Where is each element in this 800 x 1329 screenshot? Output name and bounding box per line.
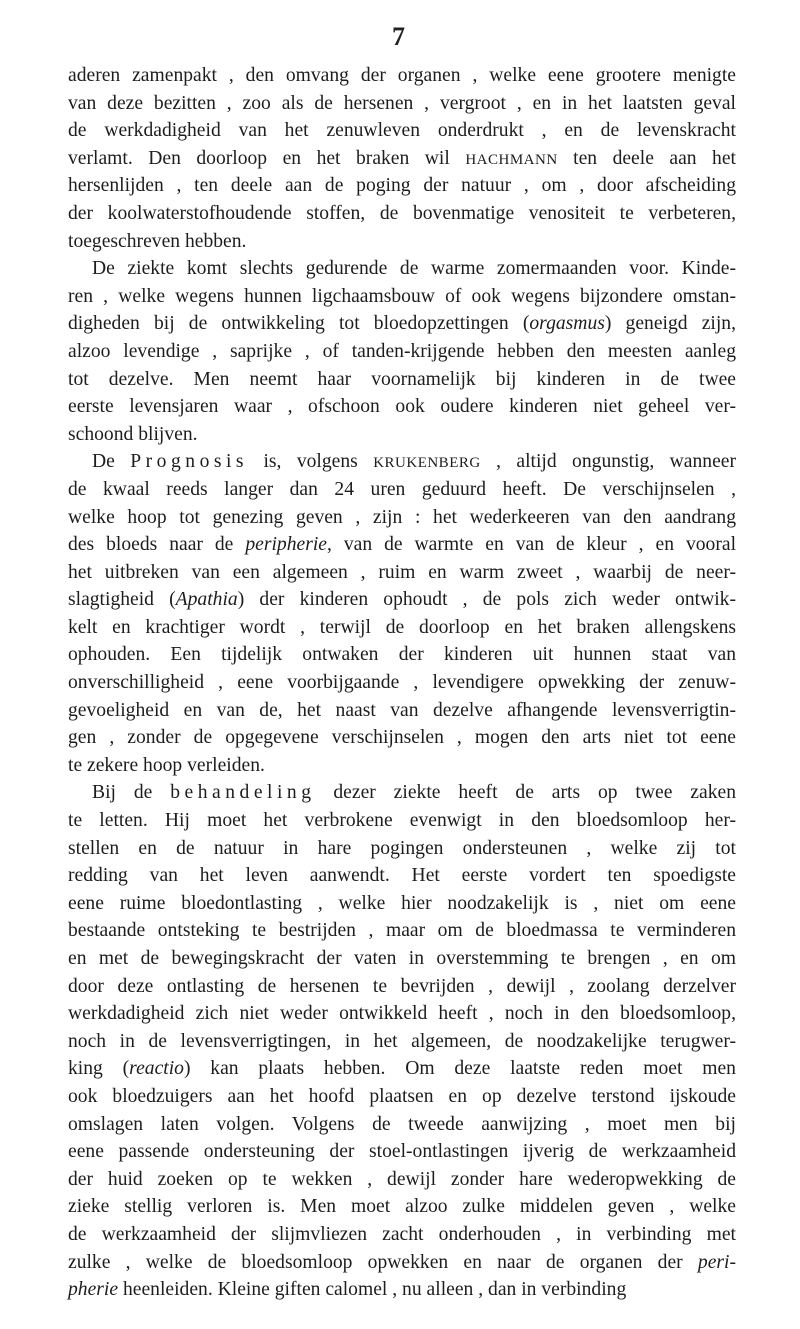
text-line bbox=[68, 1028, 736, 1056]
text-line bbox=[68, 586, 736, 614]
text-run: schoond blijven. bbox=[68, 423, 198, 445]
text-run: alzoo levendige , saprijke , of tanden-krijgende hebben den meesten aanleg bbox=[68, 340, 736, 362]
text-run: zieke stellig verloren is. Men moet alzoo zulke middelen geven , welke bbox=[68, 1196, 736, 1218]
text-run: toegeschreven hebben. bbox=[68, 230, 247, 252]
text-line bbox=[68, 779, 736, 807]
text-line bbox=[68, 669, 736, 697]
text-run: ook bloedzuigers aan het hoofd plaatsen en op dezelve terstond ijskoude bbox=[68, 1085, 736, 1107]
text-line bbox=[68, 1138, 736, 1166]
text-line bbox=[68, 862, 736, 890]
text-run: king ( bbox=[68, 1058, 130, 1080]
text-line bbox=[68, 697, 736, 725]
text-run: omslagen laten volgen. Volgens de tweede aanwijzing , moet men bij bbox=[68, 1113, 736, 1135]
text-line bbox=[68, 531, 736, 559]
text-line bbox=[68, 1193, 736, 1221]
text-run: hersenlijden , ten deele aan de poging der natuur , om , door afscheiding bbox=[68, 175, 736, 197]
text-line bbox=[68, 724, 736, 752]
text-run: het uitbreken van een algemeen , ruim en warm zweet , waarbij de neer- bbox=[68, 561, 736, 583]
text-run: gen , zonder de opgegevene verschijnselen , mogen den arts niet tot eene bbox=[68, 727, 736, 749]
text-run: verlamt. Den doorloop en het braken wil bbox=[68, 147, 466, 169]
text-line bbox=[68, 393, 736, 421]
body-text bbox=[68, 62, 736, 1304]
text-line bbox=[68, 1055, 736, 1083]
text-run: noch in de levensverrigtingen, in het algemeen, de noodzakelijke terugwer- bbox=[68, 1030, 736, 1052]
text-line bbox=[68, 752, 736, 780]
text-run: des bloeds naar de bbox=[68, 534, 246, 556]
text-run: te letten. Hij moet het verbrokene evenwigt in den bloedsomloop her- bbox=[68, 810, 736, 832]
text-line bbox=[68, 890, 736, 918]
text-line bbox=[68, 255, 736, 283]
text-run: de werkzaamheid der slijmvliezen zacht onderhouden , in verbinding met bbox=[68, 1223, 736, 1245]
text-run: ophouden. Een tijdelijk ontwaken der kinderen uit hunnen staat van bbox=[68, 644, 736, 666]
text-run: , altijd ongunstig, wanneer bbox=[480, 451, 737, 473]
text-line bbox=[68, 835, 736, 863]
text-line bbox=[68, 504, 736, 532]
text-run: , van de warmte en van de kleur , en vooral bbox=[326, 534, 737, 556]
text-run: ) kan plaats hebben. Om deze laatste reden moet men bbox=[183, 1058, 736, 1080]
text-run: bestaande ontsteking te bestrijden , maar om de bloedmassa te verminderen bbox=[68, 920, 736, 942]
text-run: eene ruime bloedontlasting , welke hier noodzakelijk is , niet om eene bbox=[68, 892, 736, 914]
text-line bbox=[68, 476, 736, 504]
text-run: Bij de bbox=[92, 782, 171, 804]
text-run: eerste levensjaren waar , ofschoon ook oudere kinderen niet geheel ver- bbox=[68, 396, 736, 418]
text-run: en met de bewegingskracht der vaten in overstemming te brengen , en om bbox=[68, 948, 736, 969]
text-line bbox=[68, 448, 736, 476]
text-run: ren , welke wegens hunnen ligchaamsbouw of ook wegens bijzondere omstan- bbox=[68, 285, 736, 307]
text-run: gevoeligheid en van de, het naast van dezelve afhangende levensverrigtin- bbox=[68, 699, 736, 721]
text-run: welke hoop tot genezing geven , zijn : het wederkeeren van den aandrang bbox=[68, 506, 736, 528]
text-line bbox=[68, 1083, 736, 1111]
text-line bbox=[68, 283, 736, 311]
page-number: 7 bbox=[392, 22, 405, 51]
text-run: kelt en krachtiger wordt , terwijl de doorloop en het braken allengskens bbox=[68, 616, 736, 638]
text-line bbox=[68, 1166, 736, 1194]
text-line bbox=[68, 200, 736, 228]
text-line bbox=[68, 310, 736, 338]
author-name: KRUKENBERG bbox=[373, 455, 481, 472]
text-line bbox=[68, 1249, 736, 1277]
text-run: van deze bezitten , zoo als de hersenen , vergroot , en in het laatsten geval bbox=[68, 92, 736, 114]
text-line bbox=[68, 1111, 736, 1139]
text-run: zulke , welke de bloedsomloop opwekken en naar de organen der bbox=[68, 1251, 698, 1273]
text-run: der koolwaterstofhoudende stoffen, de bovenmatige venositeit te verbeteren, bbox=[68, 202, 736, 224]
text-run: de kwaal reeds langer dan 24 uren geduurd heeft. De verschijnselen , bbox=[68, 478, 736, 500]
text-line bbox=[68, 421, 736, 449]
text-line bbox=[68, 145, 736, 173]
text-run: ten deele aan het bbox=[557, 147, 736, 169]
text-run: De bbox=[92, 451, 131, 473]
text-run: redding van het leven aanwendt. Het eerste vordert ten spoedigste bbox=[68, 865, 736, 887]
text-run: de werkdadigheid van het zenuwleven onderdrukt , en de levenskracht bbox=[68, 120, 736, 142]
spaced-term: Prognosis bbox=[130, 451, 249, 473]
text-line bbox=[68, 614, 736, 642]
text-run: onverschilligheid , eene voorbijgaande , levendigere opwekking der zenuw- bbox=[68, 672, 736, 694]
text-line bbox=[68, 1221, 736, 1249]
text-run: is, volgens bbox=[248, 451, 374, 473]
text-run: te zekere hoop verleiden. bbox=[68, 754, 265, 776]
text-run: tot dezelve. Men neemt haar voornamelijk bij kinderen in de twee bbox=[68, 368, 736, 390]
text-line bbox=[68, 945, 736, 973]
text-line bbox=[68, 90, 736, 118]
italic-term: peripherie bbox=[245, 534, 327, 556]
text-line bbox=[68, 62, 736, 90]
text-run: slagtigheid ( bbox=[68, 589, 176, 611]
italic-term: Apathia bbox=[175, 589, 238, 611]
text-run: De ziekte komt slechts gedurende de warme zomermaanden voor. Kinde- bbox=[92, 258, 736, 280]
text-line bbox=[68, 228, 736, 256]
text-line bbox=[68, 1276, 736, 1304]
spaced-term: behandeling bbox=[170, 782, 316, 804]
italic-term: peri- bbox=[697, 1251, 736, 1273]
italic-term: pherie bbox=[68, 1279, 119, 1301]
text-line bbox=[68, 559, 736, 587]
text-run: der huid zoeken op te wekken , dewijl zonder hare wederopwekking de bbox=[68, 1168, 736, 1190]
text-run: heenleiden. Kleine giften calomel , nu alleen , dan in verbinding bbox=[118, 1279, 627, 1301]
text-line bbox=[68, 807, 736, 835]
text-run: dezer ziekte heeft de arts op twee zaken bbox=[315, 782, 736, 804]
text-run: door deze ontlasting de hersenen te bevrijden , dewijl , zoolang derzelver bbox=[68, 975, 736, 997]
italic-term: reactio bbox=[129, 1058, 184, 1080]
text-run: stellen en de natuur in hare pogingen ondersteunen , welke zij tot bbox=[68, 837, 736, 859]
text-run: aderen zamenpakt , den omvang der organen , welke eene grootere menigte bbox=[68, 65, 736, 86]
text-line bbox=[68, 641, 736, 669]
text-run: eene passende ondersteuning der stoel-ontlastingen ijverig de werkzaamheid bbox=[68, 1141, 736, 1163]
text-line bbox=[68, 973, 736, 1001]
text-run: ) der kinderen ophoudt , de pols zich weder ontwik- bbox=[237, 589, 736, 611]
text-line bbox=[68, 172, 736, 200]
text-run: ) geneigd zijn, bbox=[604, 313, 736, 335]
text-line bbox=[68, 117, 736, 145]
author-name: HACHMANN bbox=[465, 151, 558, 168]
italic-term: orgasmus bbox=[529, 313, 605, 335]
text-line bbox=[68, 366, 736, 394]
text-run: digheden bij de ontwikkeling tot bloedopzettingen ( bbox=[68, 313, 530, 335]
text-line bbox=[68, 1000, 736, 1028]
text-line bbox=[68, 917, 736, 945]
text-run: werkdadigheid zich niet weder ontwikkeld heeft , noch in den bloedsomloop, bbox=[68, 1003, 736, 1025]
text-line bbox=[68, 338, 736, 366]
